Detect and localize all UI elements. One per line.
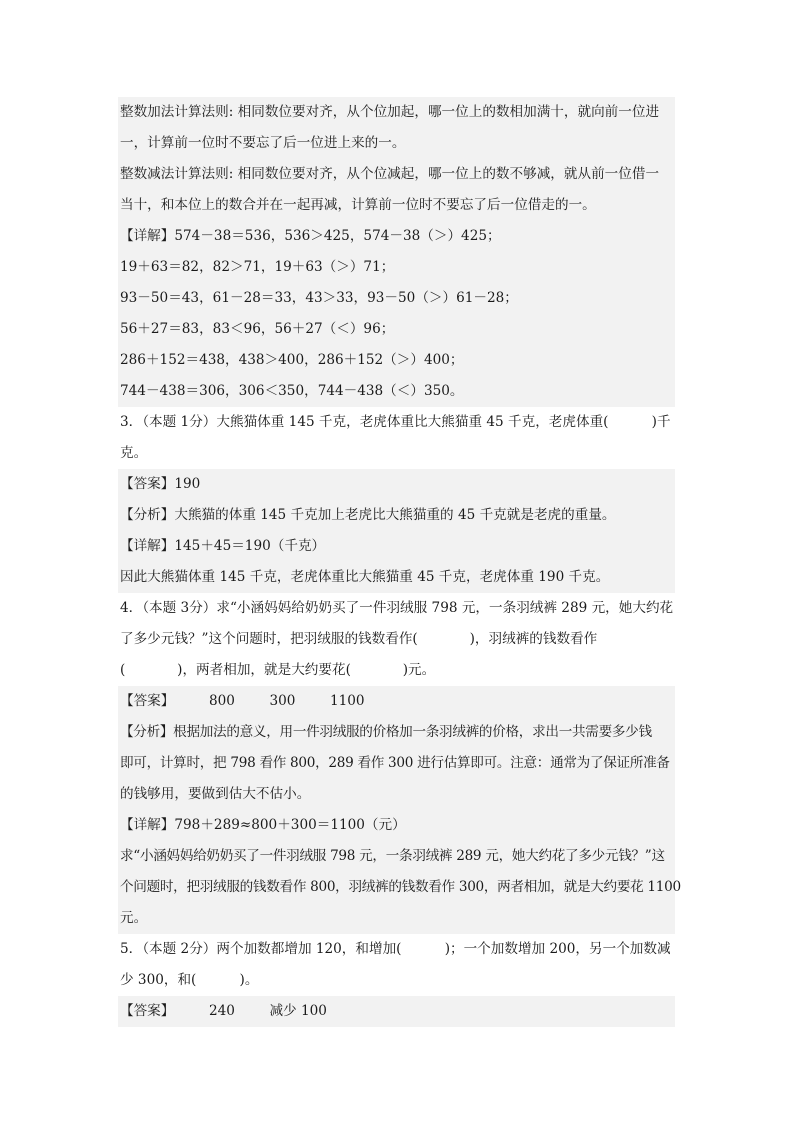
conclusion-line: 个问题时，把羽绒服的钱数看作 800，羽绒裤的钱数看作 300，两者相加，就是大约要花 1100 xyxy=(118,872,675,903)
detail-line: 56＋27＝83，83＜96，56＋27（＜）96； xyxy=(118,314,675,345)
detail-line: 19＋63＝82，82＞71，19＋63（＞）71； xyxy=(118,252,675,283)
detail-line: 【详解】798＋289≈800＋300＝1100（元） xyxy=(118,810,675,841)
question-5-line: 少 300，和( )。 xyxy=(120,972,259,988)
question-4-line: 了多少元钱？”这个问题时，把羽绒服的钱数看作( )，羽绒裤的钱数看作 xyxy=(120,631,598,647)
detail-line: 93－50＝43，61－28＝33，43＞33，93－50（＞）61－28； xyxy=(118,283,675,314)
detail-line: 【详解】145＋45＝190（千克） xyxy=(118,531,675,562)
analysis-line: 【分析】根据加法的意义，用一件羽绒服的价格加一条羽绒裤的价格，求出一共需要多少钱 xyxy=(118,717,675,748)
text-line: 一，计算前一位时不要忘了后一位进上来的一。 xyxy=(118,128,675,159)
text-line: 整数加法计算法则: 相同数位要对齐，从个位加起，哪一位上的数相加满十，就向前一位进 xyxy=(118,97,675,128)
analysis-line: 即可，计算时，把 798 看作 800，289 看作 300 进行估算即可。注意：通常为了保证所准备 xyxy=(118,748,675,779)
answer-line: 【答案】 240 减少 100 xyxy=(118,996,675,1027)
detail-line: 744－438＝306，306＜350，744－438（＜）350。 xyxy=(118,376,675,407)
text-line: 整数减法计算法则: 相同数位要对齐，从个位减起，哪一位上的数不够减，就从前一位借一 xyxy=(118,159,675,190)
text-line: 当十，和本位上的数合并在一起再减，计算前一位时不要忘了后一位借走的一。 xyxy=(118,190,675,221)
analysis-line: 【分析】大熊猫的体重 145 千克加上老虎比大熊猫重的 45 千克就是老虎的重量。 xyxy=(118,500,675,531)
question-5-line: 5．（本题 2分）两个加数都增加 120，和增加( )；一个加数增加 200，另一个加数减 xyxy=(120,941,671,957)
conclusion-line: 因此大熊猫体重 145 千克，老虎体重比大熊猫重 45 千克，老虎体重 190 千克。 xyxy=(118,562,675,593)
question-4-line: 4．（本题 3分）求“小涵妈妈给奶奶买了一件羽绒服 798 元，一条羽绒裤 289 元，她大约花 xyxy=(120,600,674,616)
question-3-line: 克。 xyxy=(120,445,148,461)
detail-line: 286＋152＝438，438＞400，286＋152（＞）400； xyxy=(118,345,675,376)
question-3-line: 3．（本题 1分）大熊猫体重 145 千克，老虎体重比大熊猫重 45 千克，老虎体重( )千 xyxy=(120,414,671,430)
answer-line: 【答案】190 xyxy=(118,469,675,500)
conclusion-line: 求“小涵妈妈给奶奶买了一件羽绒服 798 元，一条羽绒裤 289 元，她大约花了多少元钱？”这 xyxy=(118,841,675,872)
question-4-line: ( )，两者相加，就是大约要花( )元。 xyxy=(120,662,436,678)
analysis-line: 的钱够用，要做到估大不估小。 xyxy=(118,779,675,810)
document-page xyxy=(118,97,681,1027)
conclusion-line: 元。 xyxy=(118,903,675,934)
detail-line: 【详解】574－38＝536，536＞425，574－38（＞）425； xyxy=(118,221,675,252)
answer-line: 【答案】 800 300 1100 xyxy=(118,686,675,717)
